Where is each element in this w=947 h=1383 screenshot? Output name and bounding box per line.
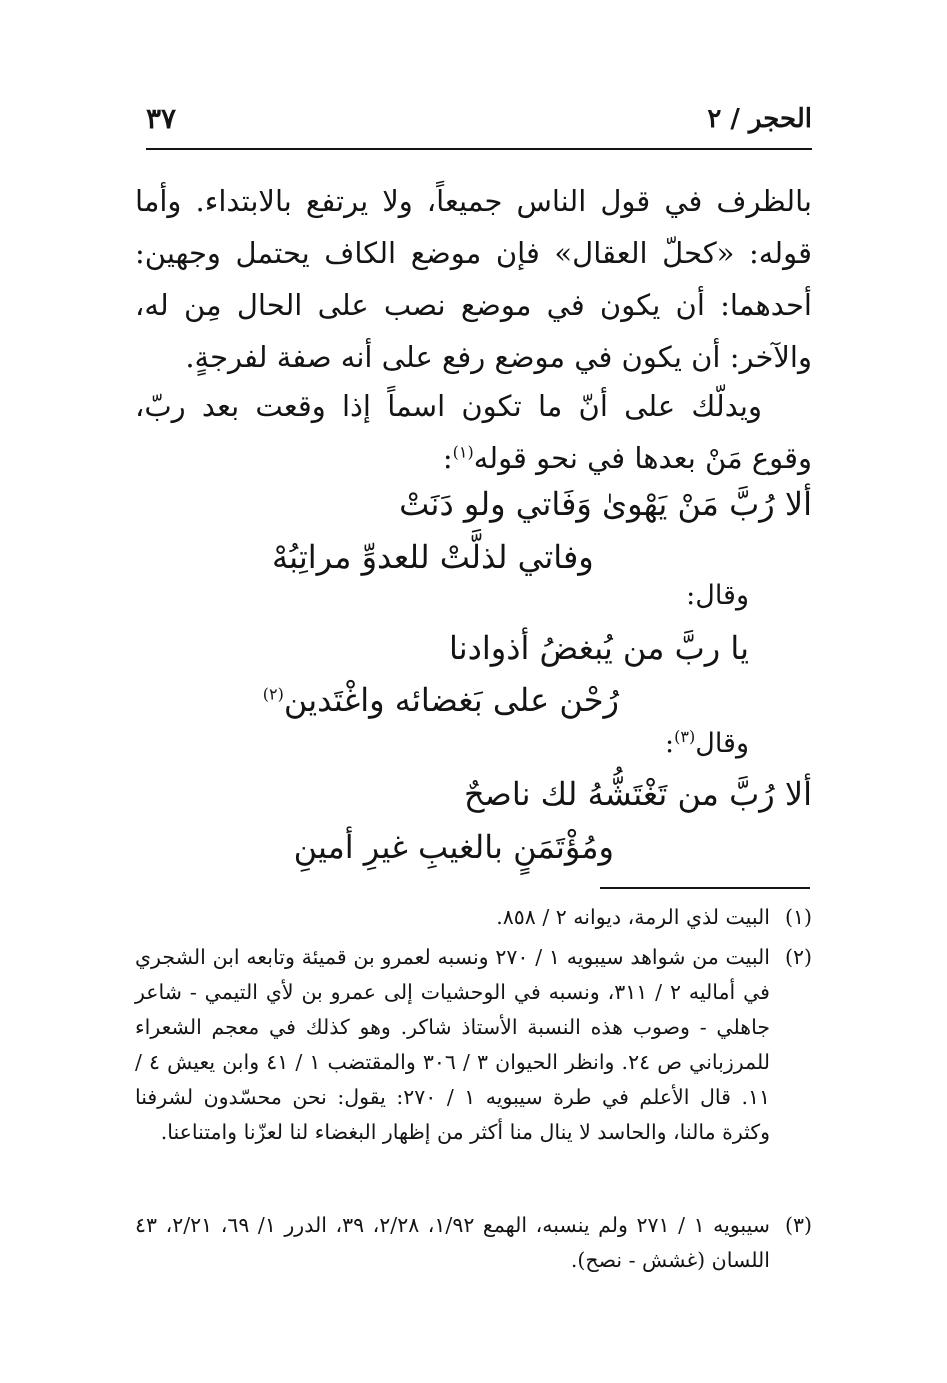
- footnote-divider: [600, 887, 810, 889]
- label-wa-qala-2: وقال:: [686, 580, 749, 611]
- footnote-3-text: سيبويه ١ / ٢٧١ ولم ينسبه، الهمع ١/٩٢، ٢/٢٨، ٣٩، الدرر ١/ ٦٩، ٢/٢١، ٤٣ اللسان (غشش - نصح).: [135, 1213, 770, 1272]
- verse-3-line-1: ألا رُبَّ من تَغْتَشُّهُ لك ناصحٌ: [464, 775, 812, 813]
- footnote-1: [135, 900, 812, 935]
- footnote-2: [135, 940, 812, 1150]
- verse-1-line-1: ألا رُبَّ مَنْ يَهْوىٰ وَفَاتي ولو دَنَتْ: [399, 485, 812, 523]
- paragraph-1: بالظرف في قول الناس جميعاً، ولا يرتفع بالابتداء. وأما قوله: «كحلّ العقال» فإن موضع الكاف يحتمل وجهين: أحدهما: أن يكون في موضع نصب على الحال مِن له، والآخر: أن يكون في موضع رفع على أنه صفة لفرجةٍ.: [135, 184, 812, 374]
- paragraph-2-colon: :: [442, 441, 453, 475]
- verse-2-line-1: يا ربَّ من يُبغضُ أذوادنا: [448, 629, 749, 667]
- chapter-title: الحجر / ٢: [707, 104, 812, 134]
- footnote-ref-3: (٣): [674, 727, 696, 746]
- paragraph-2-text: ويدلّك على أنّ ما تكون اسماً إذا وقعت بعد ربّ، وقوع مَنْ بعدها في نحو قوله: [135, 389, 812, 475]
- label-wa-qala-3: [665, 728, 749, 759]
- paragraph-2: [135, 380, 812, 484]
- page-number: ٣٧: [146, 102, 177, 135]
- footnote-1-text: البيت لذي الرمة، ديوانه ٢ / ٨٥٨.: [496, 905, 770, 929]
- running-header: [146, 96, 812, 146]
- header-divider: [146, 148, 812, 150]
- footnote-3: [135, 1208, 812, 1278]
- verse-2-line-2-text: رُحْن على بَغضائه واغْتَدين: [283, 681, 619, 719]
- verse-1-line-2: وفاتي لذلَّتْ للعدوِّ مراتِبُهْ: [272, 538, 594, 576]
- label-3-colon: :: [665, 728, 675, 759]
- label-3-text: وقال: [695, 728, 749, 759]
- footnote-ref-2: (٢): [262, 684, 284, 704]
- verse-2-line-2: [263, 676, 619, 724]
- footnote-3-number: (٣): [784, 1213, 812, 1237]
- footnote-1-number: (١): [784, 905, 812, 929]
- footnote-2-text: البيت من شواهد سيبويه ١ / ٢٧٠ ونسبه لعمرو بن قميئة وتابعه ابن الشجري في أماليه ٢ / ٣١١، ونسبه في الوحشيات إلى عمرو بن لأي التيمي - شاعر جاهلي - وصوب هذه النسبة الأستاذ شاكر. وهو كذلك في معجم الشعراء للمرزباني ص ٢٤. وانظر الحيوان ٣ / ٣٠٦ والمقتضب ١ / ٤١ وابن يعيش ٤ / ١١. قال الأعلم في طرة سيبويه ١ / ٢٧٠: يقول: نحن محسّدون لشرفنا وكثرة مالنا، والحاسد لا ينال منا أكثر من إظهار البغضاء لنا لعزّنا وامتناعنا.: [135, 945, 770, 1144]
- footnote-ref-1: (١): [452, 442, 474, 462]
- verse-3-line-2: ومُؤْتَمَنٍ بالغيبِ غيرِ أمينِ: [293, 828, 614, 866]
- footnote-2-number: (٢): [784, 945, 812, 969]
